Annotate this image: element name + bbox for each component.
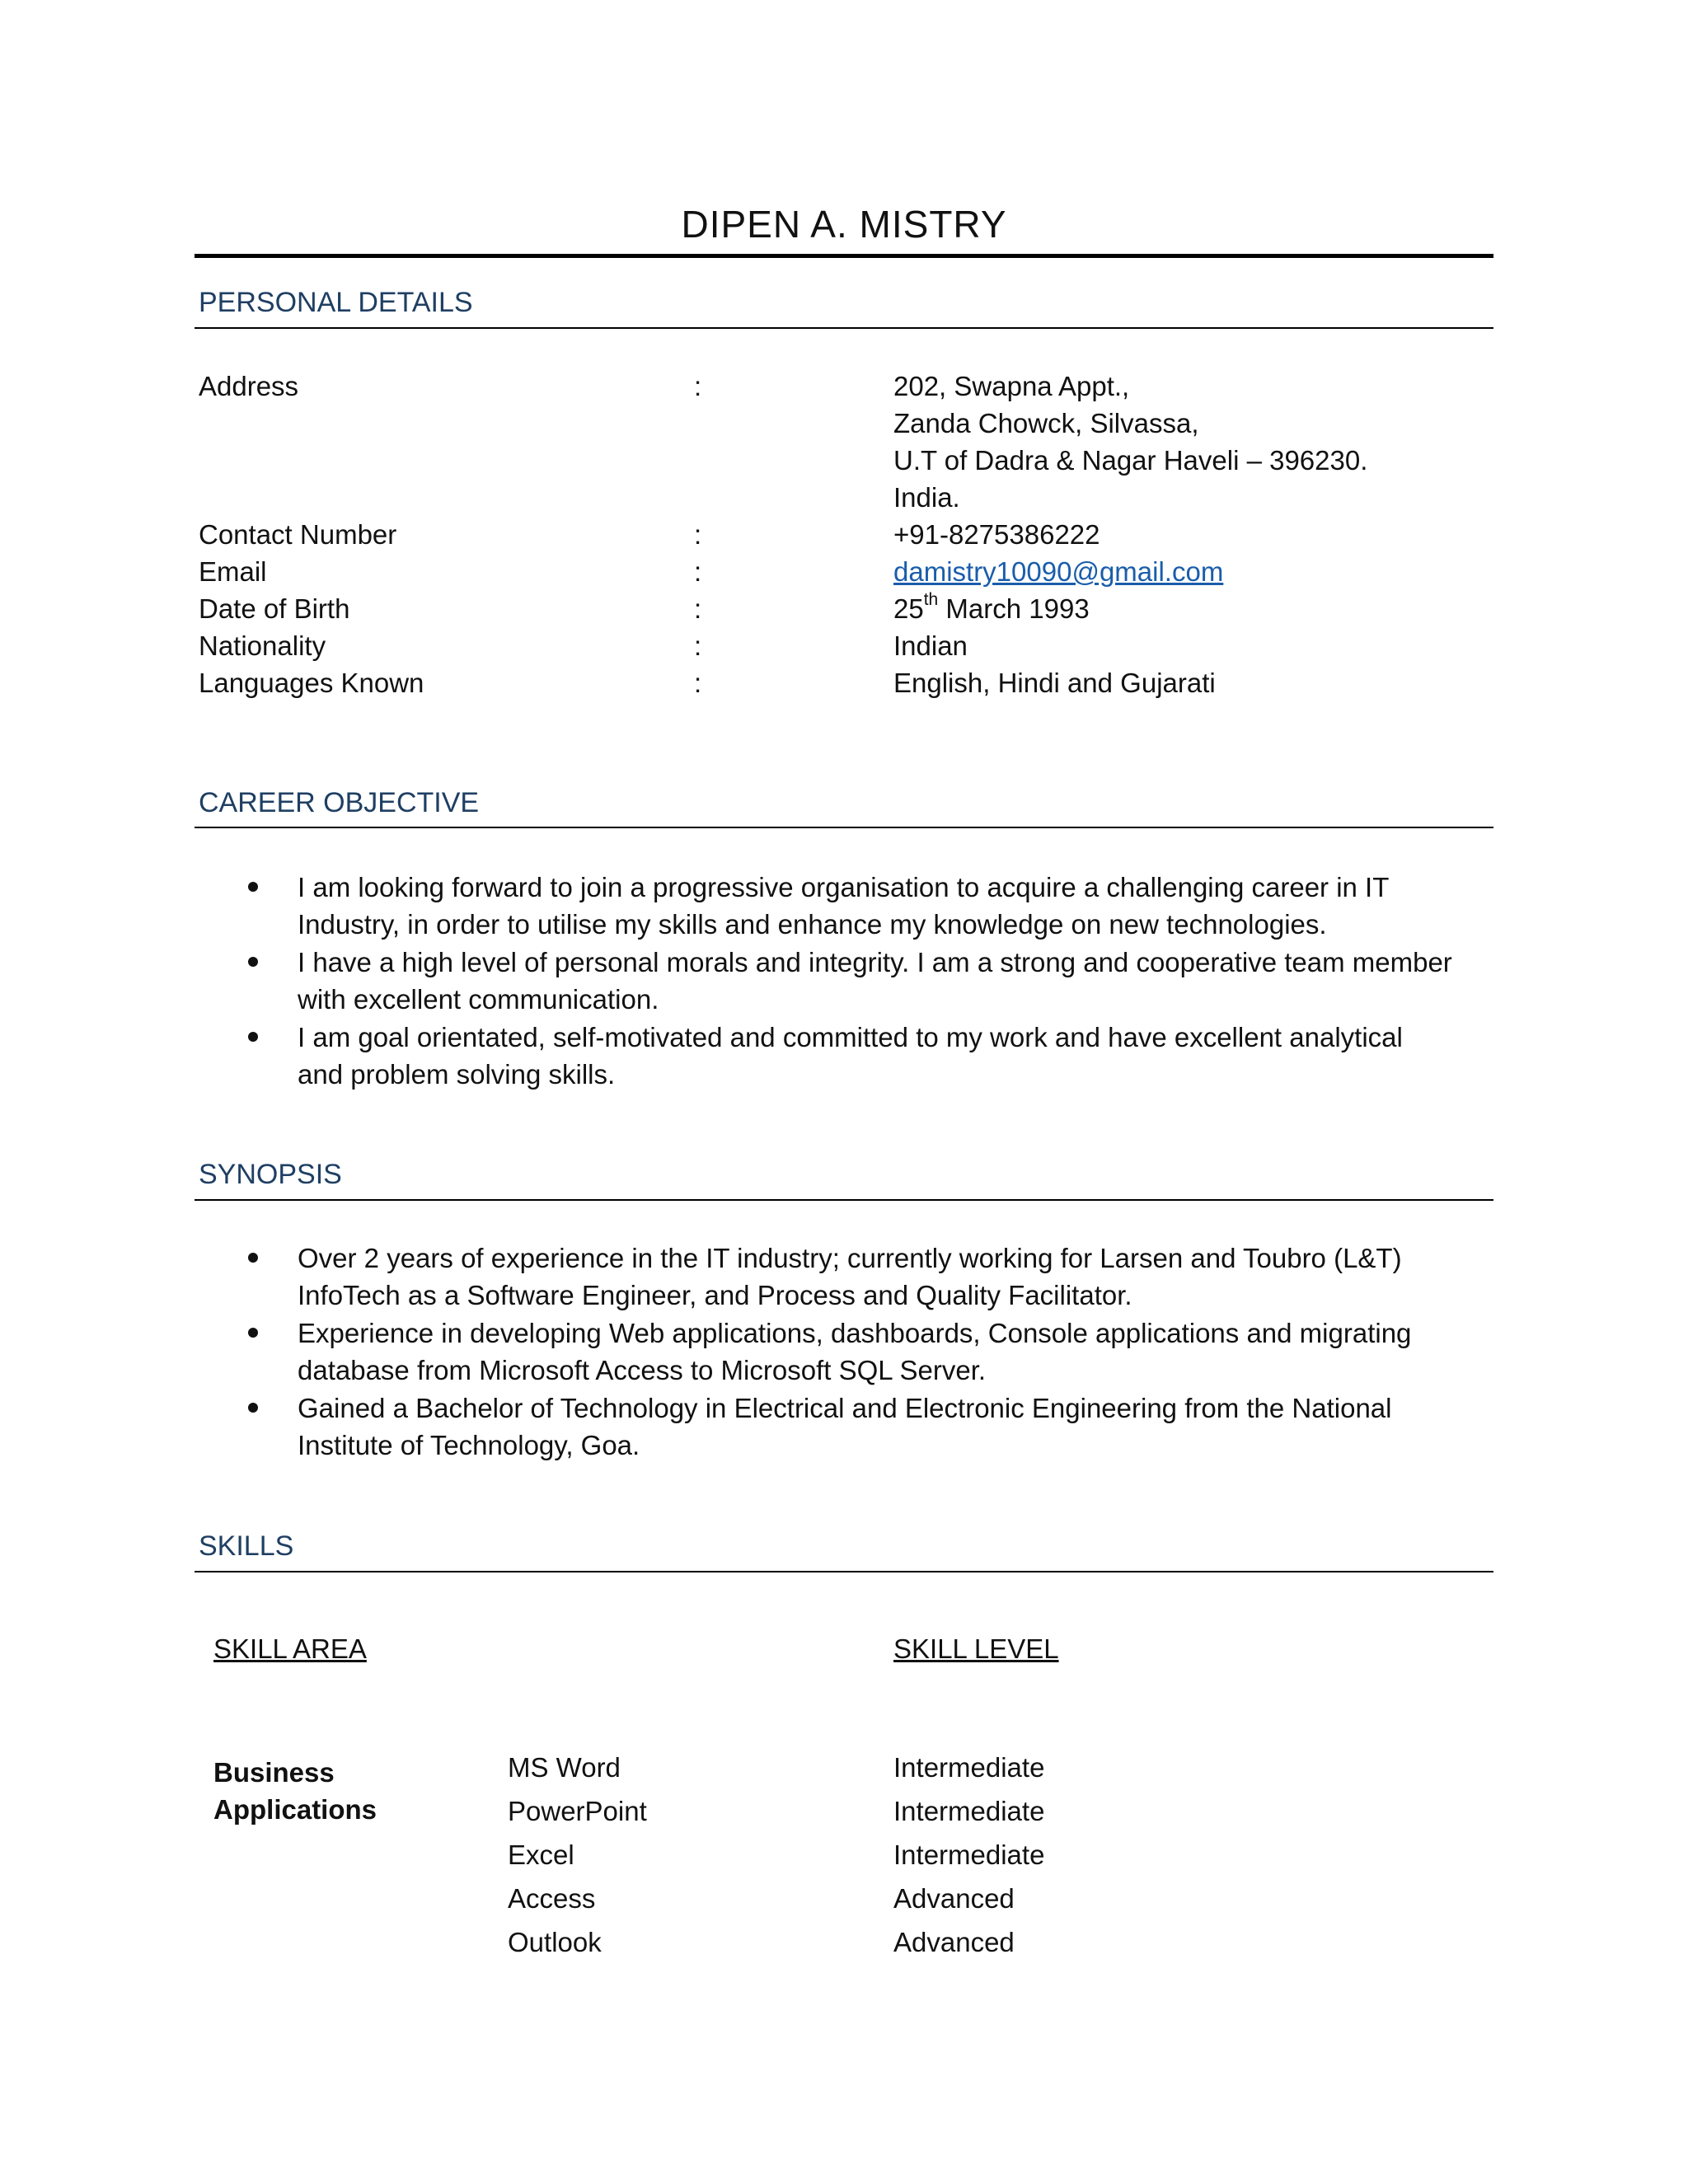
list-item-line: I have a high level of personal morals and integrity. I am a strong and cooperative team member <box>298 947 1452 977</box>
languages-separator: : <box>694 668 702 698</box>
list-item-line: Over 2 years of experience in the IT industry; currently working for Larsen and Toubro (L&T) <box>298 1243 1402 1273</box>
career-objective-heading: CAREER OBJECTIVE <box>199 787 480 818</box>
synopsis-list <box>199 1240 1493 1465</box>
skills-heading: SKILLS <box>199 1530 294 1562</box>
bullet-icon <box>248 957 258 967</box>
dob-day: 25 <box>893 593 924 624</box>
dob-label: Date of Birth <box>199 593 350 624</box>
list-item-line: Institute of Technology, Goa. <box>298 1430 640 1460</box>
career-objective-list <box>199 869 1493 1094</box>
skill-category <box>213 1754 461 1828</box>
skill-level: Intermediate <box>893 1796 1045 1826</box>
bullet-icon <box>248 1253 258 1263</box>
skill-level: Advanced <box>893 1883 1015 1914</box>
skill-level: Advanced <box>893 1927 1015 1957</box>
list-item-line: Experience in developing Web applications, dashboards, Console applications and migrating <box>298 1318 1412 1348</box>
skill-level: Intermediate <box>893 1752 1045 1783</box>
nationality-separator: : <box>694 630 702 661</box>
address-line-3: U.T of Dadra & Nagar Haveli – 396230. <box>893 445 1368 476</box>
synopsis-heading: SYNOPSIS <box>199 1159 342 1190</box>
list-item-line: database from Microsoft Access to Microsoft SQL Server. <box>298 1355 987 1385</box>
list-item <box>199 944 1493 1018</box>
list-item-line: I am looking forward to join a progressive organisation to acquire a challenging career in IT <box>298 872 1390 902</box>
skill-level: Intermediate <box>893 1840 1045 1870</box>
contact-number-value: +91-8275386222 <box>893 519 1100 550</box>
header-divider <box>195 254 1493 258</box>
skill-name: Excel <box>508 1840 574 1870</box>
list-item-line: and problem solving skills. <box>298 1059 616 1090</box>
list-item-line: with excellent communication. <box>298 984 659 1015</box>
personal-details-divider <box>195 327 1493 329</box>
skill-name: Access <box>508 1883 596 1914</box>
email-separator: : <box>694 556 702 587</box>
address-label: Address <box>199 371 299 401</box>
resume-name: DIPEN A. MISTRY <box>681 203 1007 246</box>
contact-number-label: Contact Number <box>199 519 397 550</box>
address-line-2: Zanda Chowck, Silvassa, <box>893 408 1199 438</box>
list-item-line: I am goal orientated, self-motivated and committed to my work and have excellent analytical <box>298 1022 1403 1052</box>
list-item <box>199 1315 1493 1389</box>
list-item-line: InfoTech as a Software Engineer, and Process and Quality Facilitator. <box>298 1280 1132 1310</box>
career-objective-divider <box>195 827 1493 828</box>
bullet-icon <box>248 882 258 892</box>
dob-separator: : <box>694 593 702 624</box>
list-item <box>199 1390 1493 1464</box>
dob-month-year: March 1993 <box>938 593 1090 624</box>
email-label: Email <box>199 556 267 587</box>
personal-details-heading: PERSONAL DETAILS <box>199 287 473 318</box>
email-link[interactable]: damistry10090@gmail.com <box>893 556 1224 587</box>
address-separator: : <box>694 371 702 401</box>
languages-label: Languages Known <box>199 668 424 698</box>
skill-level-header: SKILL LEVEL <box>893 1633 1059 1664</box>
bullet-icon <box>248 1403 258 1413</box>
languages-value: English, Hindi and Gujarati <box>893 668 1216 698</box>
nationality-value: Indian <box>893 630 968 661</box>
nationality-label: Nationality <box>199 630 326 661</box>
skills-divider <box>195 1571 1493 1572</box>
email-value <box>893 553 1223 590</box>
list-item <box>199 1240 1493 1314</box>
list-item <box>199 1019 1493 1093</box>
bullet-icon <box>248 1328 258 1338</box>
list-item <box>199 869 1493 943</box>
address-line-4: India. <box>893 482 960 513</box>
skill-name: MS Word <box>508 1752 621 1783</box>
dob-suffix: th <box>923 590 939 609</box>
bullet-icon <box>248 1032 258 1042</box>
contact-number-separator: : <box>694 519 702 550</box>
skill-name: PowerPoint <box>508 1796 647 1826</box>
address-line-1: 202, Swapna Appt., <box>893 371 1130 401</box>
list-item-line: Industry, in order to utilise my skills and enhance my knowledge on new technologies. <box>298 909 1327 940</box>
skill-category-line: Applications <box>213 1794 377 1825</box>
list-item-line: Gained a Bachelor of Technology in Electrical and Electronic Engineering from the National <box>298 1393 1392 1423</box>
skill-level-list <box>893 1749 1044 1967</box>
skill-category-line: Business <box>213 1757 335 1788</box>
skill-name-list <box>508 1749 647 1967</box>
synopsis-divider <box>195 1199 1493 1201</box>
skill-name: Outlook <box>508 1927 602 1957</box>
skill-area-header: SKILL AREA <box>213 1633 367 1664</box>
dob-value <box>893 590 1090 627</box>
